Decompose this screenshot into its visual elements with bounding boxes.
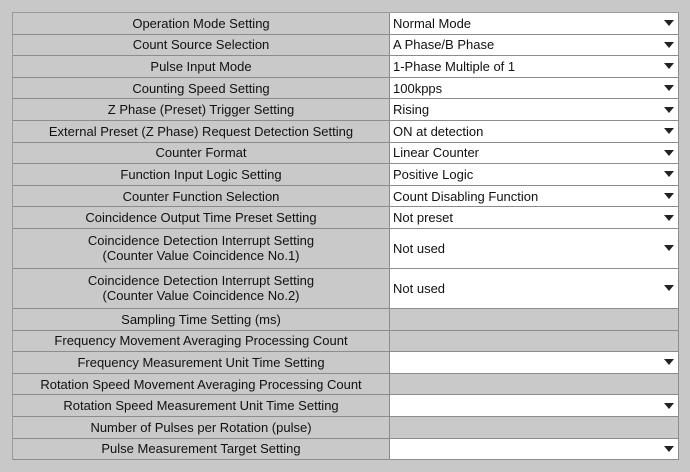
setting-label: Frequency Measurement Unit Time Setting [13,352,390,374]
setting-label: Rotation Speed Movement Averaging Processing Count [13,374,390,396]
setting-value-text: A Phase/B Phase [393,37,495,53]
setting-value-select[interactable] [390,395,679,417]
chevron-down-icon[interactable] [662,281,676,295]
setting-value-select[interactable] [390,164,679,186]
chevron-down-icon[interactable] [662,81,676,95]
setting-row [13,395,679,417]
chevron-down-icon[interactable] [662,124,676,138]
setting-value-select[interactable] [390,56,679,78]
setting-value-select[interactable] [390,78,679,100]
setting-value-select[interactable] [390,229,679,269]
setting-value-text: Positive Logic [393,166,474,182]
chevron-down-icon[interactable] [662,211,676,225]
setting-label: Counter Function Selection [13,186,390,208]
setting-row [13,186,679,208]
setting-row [13,78,679,100]
setting-row [13,269,679,309]
setting-value-select[interactable] [390,13,679,35]
setting-row [13,99,679,121]
setting-row [13,13,679,35]
setting-label: Pulse Measurement Target Setting [13,439,390,461]
chevron-down-icon[interactable] [662,103,676,117]
setting-value-field[interactable] [390,374,679,396]
setting-label: Coincidence Detection Interrupt Setting (Counter Value Coincidence No.2) [13,269,390,309]
setting-value-select[interactable] [390,35,679,57]
setting-label: Sampling Time Setting (ms) [13,309,390,331]
setting-value-field[interactable] [390,417,679,439]
chevron-down-icon[interactable] [662,167,676,181]
setting-value-text: Not preset [393,210,453,226]
setting-label: Z Phase (Preset) Trigger Setting [13,99,390,121]
setting-value-text: Linear Counter [393,145,479,161]
setting-row [13,164,679,186]
chevron-down-icon[interactable] [662,442,676,456]
setting-row [13,35,679,57]
setting-row [13,143,679,165]
setting-label: External Preset (Z Phase) Request Detection Setting [13,121,390,143]
setting-value-text: ON at detection [393,123,484,139]
setting-label: Function Input Logic Setting [13,164,390,186]
setting-value-text: Count Disabling Function [393,188,539,204]
setting-value-select[interactable] [390,121,679,143]
chevron-down-icon[interactable] [662,189,676,203]
setting-label: Count Source Selection [13,35,390,57]
setting-row [13,374,679,396]
setting-row [13,309,679,331]
setting-row [13,229,679,269]
setting-label: Counting Speed Setting [13,78,390,100]
setting-value-select[interactable] [390,207,679,229]
setting-value-select[interactable] [390,352,679,374]
setting-row [13,121,679,143]
setting-value-select[interactable] [390,186,679,208]
setting-value-text: Rising [393,102,430,118]
setting-value-text: Normal Mode [393,15,472,31]
setting-value-select[interactable] [390,99,679,121]
setting-label: Rotation Speed Measurement Unit Time Setting [13,395,390,417]
setting-value-select[interactable] [390,439,679,461]
chevron-down-icon[interactable] [662,241,676,255]
setting-row [13,331,679,353]
setting-label: Coincidence Output Time Preset Setting [13,207,390,229]
chevron-down-icon[interactable] [662,16,676,30]
setting-row [13,417,679,439]
setting-label: Counter Format [13,143,390,165]
setting-label: Pulse Input Mode [13,56,390,78]
setting-value-text: 1-Phase Multiple of 1 [393,58,516,74]
setting-label: Coincidence Detection Interrupt Setting (Counter Value Coincidence No.1) [13,229,390,269]
setting-value-field[interactable] [390,309,679,331]
setting-value-select[interactable] [390,269,679,309]
setting-row [13,56,679,78]
setting-value-text: Not used [393,280,446,296]
setting-label: Number of Pulses per Rotation (pulse) [13,417,390,439]
setting-value-text: Not used [393,240,446,256]
setting-label: Operation Mode Setting [13,13,390,35]
chevron-down-icon[interactable] [662,399,676,413]
setting-label: Frequency Movement Averaging Processing Count [13,331,390,353]
settings-grid [12,12,679,460]
setting-value-field[interactable] [390,331,679,353]
chevron-down-icon[interactable] [662,146,676,160]
chevron-down-icon[interactable] [662,355,676,369]
chevron-down-icon[interactable] [662,59,676,73]
setting-value-select[interactable] [390,143,679,165]
setting-row [13,439,679,461]
setting-row [13,352,679,374]
chevron-down-icon[interactable] [662,38,676,52]
setting-value-text: 100kpps [393,80,443,96]
setting-row [13,207,679,229]
